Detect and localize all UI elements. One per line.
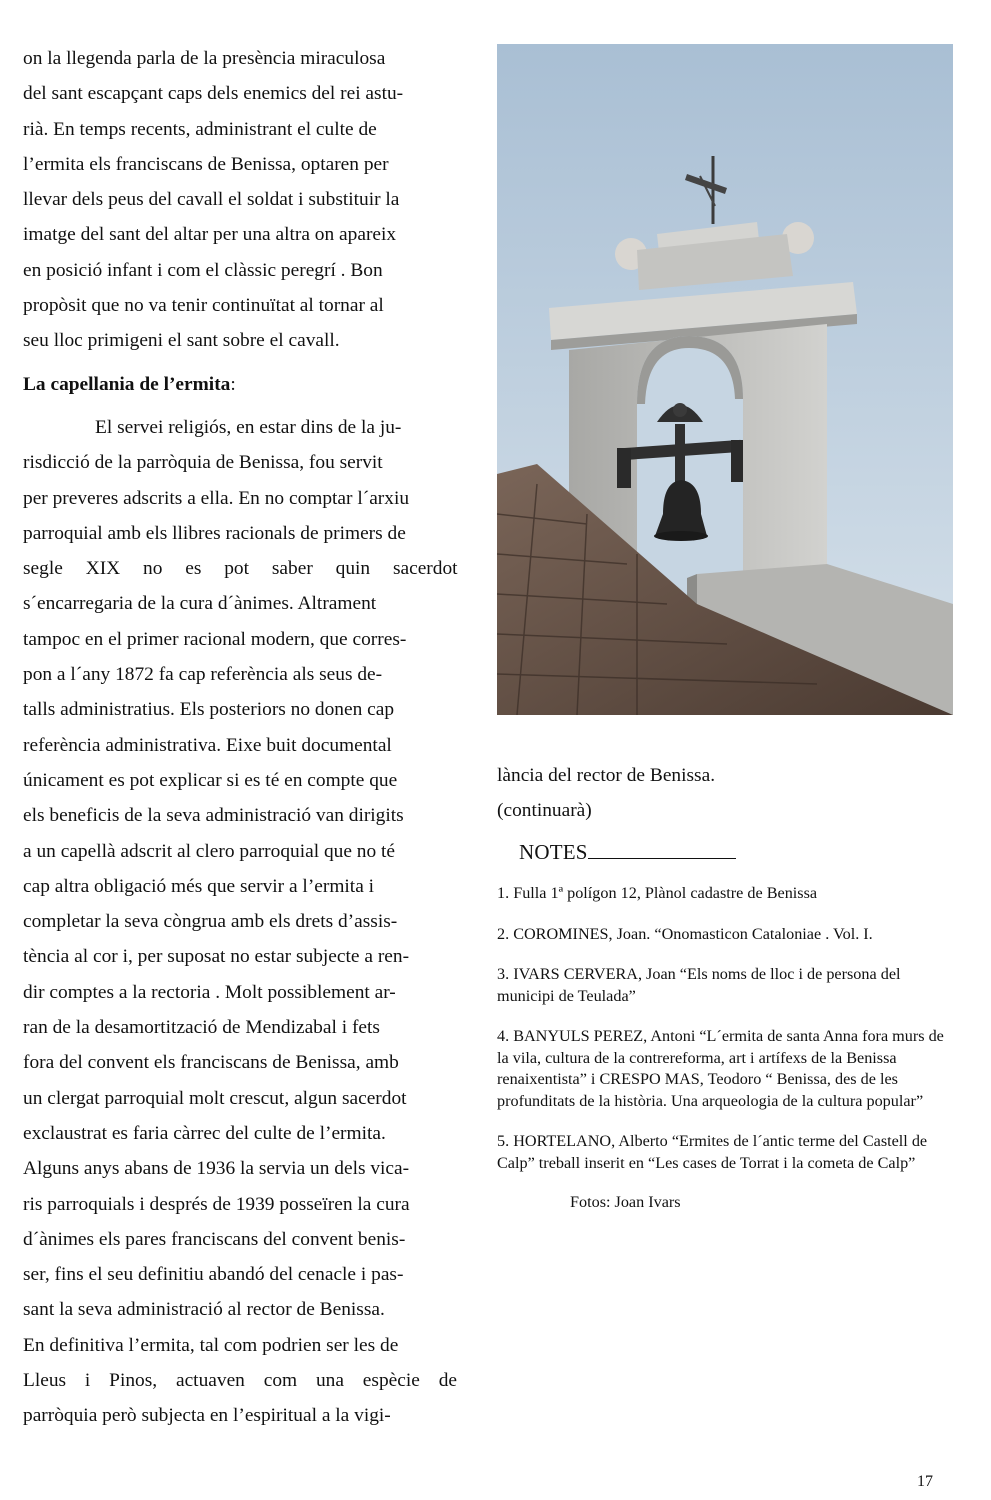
text-line: tampoc en el primer racional modern, que corres- [23,628,407,650]
note-item: 3. IVARS CERVERA, Joan “Els noms de lloc i de persona del municipi de Teulada” [497,965,901,1005]
text-line: un clergat parroquial molt crescut, algun sacerdot [23,1087,407,1109]
continuation-line: lància del rector de Benissa. [497,765,716,786]
text-line: s´encarregaria de la cura d´ànimes. Altrament [23,593,377,615]
text-line: on la llegenda parla de la presència miraculosa [23,48,386,69]
notes-title-text: NOTES [519,840,588,864]
to-be-continued: (continuarà) [497,800,592,821]
notes-title [519,840,949,865]
text-line: pon a l´any 1872 fa cap referència als seus de- [23,664,383,686]
text-line: talls administratius. Els posteriors no donen cap [23,699,395,721]
left-text-column [23,41,470,1434]
text-line: El servei religiós, en estar dins de la ju- [95,416,402,438]
text-line: cap altra obligació més que servir a l’ermita i [23,875,375,897]
text-line: seu lloc primigeni el sant sobre el cavall. [23,330,340,352]
text-line: referència administrativa. Eixe buit documental [23,734,392,756]
text-line: fora del convent els franciscans de Benissa, amb [23,1052,399,1074]
text-line: a un capellà adscrit al clero parroquial que no té [23,840,396,862]
text-line: dir comptes a la rectoria . Molt possiblement ar- [23,981,396,1003]
text-line: llevar dels peus del cavall el soldat i substituir la [23,189,400,211]
text-line: ser, fins el seu definitiu abandó del cenacle i pas- [23,1264,404,1286]
text-line: Lleus i Pinos, actuaven com una espècie de [23,1369,457,1391]
text-line: risdicció de la parròquia de Benissa, fou servit [23,452,383,474]
note-item: 1. Fulla 1ª polígon 12, Plànol cadastre de Benissa [497,884,818,902]
notes-title-rule [588,840,736,859]
page-number: 17 [917,1473,933,1490]
text-line: en posició infant i com el clàssic peregrí . Bon [23,259,383,281]
text-line: ris parroquials i després de 1939 posseïren la cura [23,1193,410,1215]
text-line: l’ermita els franciscans de Benissa, optaren per [23,153,389,175]
bell-tower-illustration [497,44,953,715]
text-line: parroquial amb els llibres racionals de primers de [23,522,406,544]
text-line: sant la seva administració al rector de Benissa. [23,1299,385,1321]
photo-credit: Fotos: Joan Ivars [570,1193,681,1211]
paragraph-legend [23,41,470,359]
paragraph-chaplaincy [23,410,470,1434]
text-line: per preveres adscrits a ella. En no comptar l´arxiu [23,487,410,509]
heading-text: La capellania de l’ermita [23,373,231,395]
text-line: ran de la desamortització de Mendizabal i fets [23,1017,380,1039]
notes-list [497,883,949,1174]
bell-tower-photo [497,44,953,715]
text-line: rià. En temps recents, administrant el culte de [23,118,377,140]
text-line: tència al cor i, per suposat no estar subjecte a ren- [23,946,410,968]
text-line: exclaustrat es faria càrrec del culte de l’ermita. [23,1122,386,1144]
note-item: 2. COROMINES, Joan. “Onomasticon Cataloniae . Vol. I. [497,924,873,943]
text-line: En definitiva l’ermita, tal com podrien ser les de [23,1334,399,1356]
text-line: els beneficis de la seva administració van dirigits [23,805,404,827]
text-line: completar la seva còngrua amb els drets d’assis- [23,911,398,933]
text-line: del sant escapçant caps dels enemics del rei astu- [23,83,404,105]
right-text-column [497,758,949,1212]
text-line: segle XIX no es pot saber quin sacerdot [23,558,458,580]
text-line: d´ànimes els pares franciscans del convent benis- [23,1228,406,1250]
section-heading [23,367,470,402]
note-item: 5. HORTELANO, Alberto “Ermites de l´antic terme del Castell de Calp” treball inserit en “Les cases de Torrat i la cometa de Calp” [497,1132,928,1172]
text-line: únicament es pot explicar si es té en compte que [23,769,398,791]
note-item: 4. BANYULS PEREZ, Antoni “L´ermita de santa Anna fora murs de la vila, cultura de la contrereforma, art i artífexs de la Benissa renaixentista” i CRESPO MAS, Teodoro “ Benissa, des de les profunditats de la història. Una arqueologia de la cultura popular” [497,1027,944,1110]
text-line: propòsit que no va tenir continuïtat al tornar al [23,295,384,317]
text-line: Alguns anys abans de 1936 la servia un dels vica- [23,1158,410,1180]
heading-colon: : [230,373,236,395]
text-line: parròquia però subjecta en l’espiritual a la vigi- [23,1405,391,1427]
text-line: imatge del sant del altar per una altra on apareix [23,224,397,246]
